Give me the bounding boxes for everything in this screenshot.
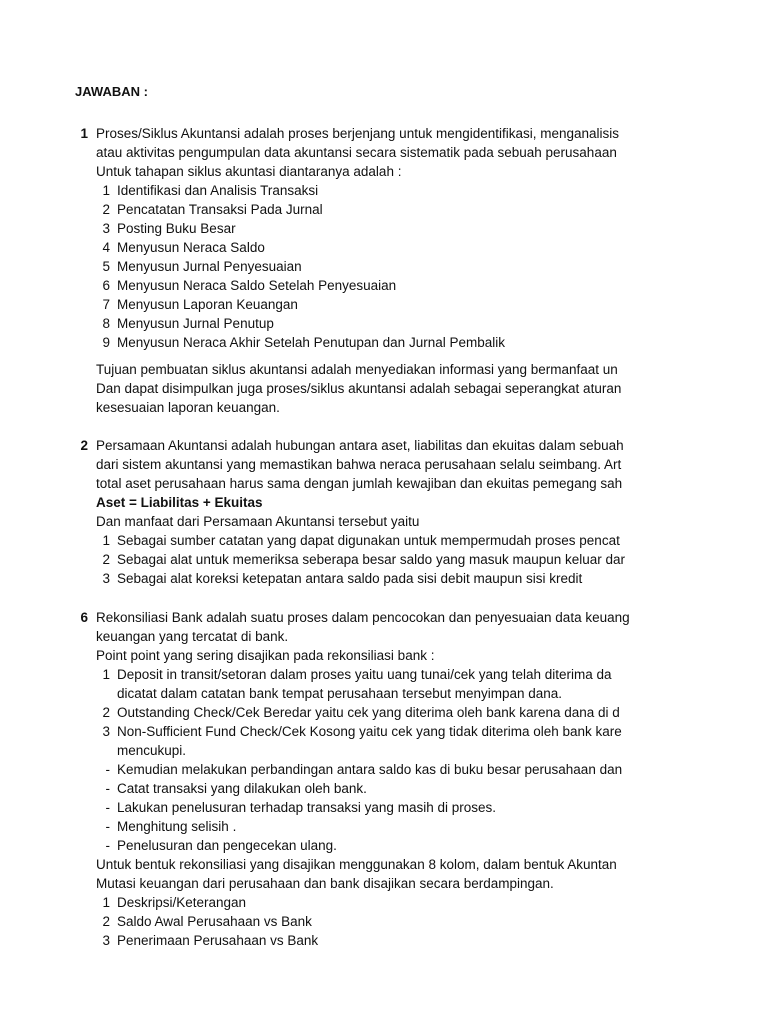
list-item: Kemudian melakukan perbandingan antara saldo kas di buku besar perusahaan dan [117, 762, 623, 777]
list-number: 9 [102, 335, 110, 350]
paragraph-line: Point point yang sering disajikan pada rekonsiliasi bank : [96, 648, 435, 663]
paragraph-line: Mutasi keuangan dari perusahaan dan bank disajikan secara berdampingan. [96, 876, 554, 891]
list-item: Sebagai alat koreksi ketepatan antara saldo pada sisi debit maupun sisi kredit [117, 571, 583, 586]
list-number: 2 [102, 552, 110, 567]
paragraph-line: dari sistem akuntansi yang memastikan bahwa neraca perusahaan selalu seimbang. Art [96, 457, 622, 472]
paragraph-line: Tujuan pembuatan siklus akuntansi adalah menyediakan informasi yang bermanfaat un [96, 362, 618, 377]
list-item: Penelusuran dan pengecekan ulang. [117, 838, 337, 853]
list-number: 3 [102, 221, 110, 236]
list-number: 2 [102, 914, 110, 929]
list-item: Menyusun Neraca Saldo Setelah Penyesuaian [117, 278, 397, 293]
list-item: Menyusun Neraca Saldo [117, 240, 265, 255]
list-number: 1 [102, 895, 110, 910]
list-bullet: - [105, 762, 110, 777]
list-item: Pencatatan Transaksi Pada Jurnal [117, 202, 323, 217]
list-item: Catat transaksi yang dilakukan oleh bank. [117, 781, 367, 796]
answer-heading: JAWABAN : [75, 84, 148, 99]
list-item: Menyusun Jurnal Penyesuaian [117, 259, 302, 274]
paragraph-line: total aset perusahaan harus sama dengan jumlah kewajiban dan ekuitas pemegang sah [96, 476, 623, 491]
list-number: 3 [102, 571, 110, 586]
list-number: 1 [102, 533, 110, 548]
list-number: 2 [102, 202, 110, 217]
list-number: 3 [102, 933, 110, 948]
list-item: Identifikasi dan Analisis Transaksi [117, 183, 319, 198]
paragraph-line: kesesuaian laporan keuangan. [96, 400, 280, 415]
paragraph-line: Untuk bentuk rekonsiliasi yang disajikan menggunakan 8 kolom, dalam bentuk Akuntan [96, 857, 617, 872]
paragraph-line: Rekonsiliasi Bank adalah suatu proses dalam pencocokan dan penyesuaian data keuang [96, 610, 630, 625]
equation-formula: Aset = Liabilitas + Ekuitas [96, 495, 263, 510]
list-item: Menyusun Jurnal Penutup [117, 316, 274, 331]
list-item: Outstanding Check/Cek Beredar yaitu cek yang diterima oleh bank karena dana di d [117, 705, 620, 720]
list-item: Menghitung selisih . [117, 819, 237, 834]
list-item: Saldo Awal Perusahaan vs Bank [117, 914, 312, 929]
list-number: 5 [102, 259, 110, 274]
list-item: Penerimaan Perusahaan vs Bank [117, 933, 319, 948]
paragraph-line: keuangan yang tercatat di bank. [96, 629, 289, 644]
list-number: 2 [102, 705, 110, 720]
list-item-continuation: mencukupi. [117, 743, 187, 758]
list-item: Posting Buku Besar [117, 221, 236, 236]
paragraph-line: Proses/Siklus Akuntansi adalah proses berjenjang untuk mengidentifikasi, menganalisis [96, 126, 620, 141]
section-number: 2 [80, 438, 88, 453]
paragraph-line: Dan dapat disimpulkan juga proses/siklus akuntansi adalah sebagai seperangkat aturan [96, 381, 622, 396]
list-bullet: - [105, 819, 110, 834]
list-item: Sebagai sumber catatan yang dapat digunakan untuk mempermudah proses pencat [117, 533, 620, 548]
list-number: 8 [102, 316, 110, 331]
list-bullet: - [105, 781, 110, 796]
paragraph-line: Persamaan Akuntansi adalah hubungan antara aset, liabilitas dan ekuitas dalam sebuah [96, 438, 624, 453]
list-bullet: - [105, 838, 110, 853]
list-item: Sebagai alat untuk memeriksa seberapa besar saldo yang masuk maupun keluar dar [117, 552, 626, 567]
list-item-continuation: dicatat dalam catatan bank tempat perusahaan tersebut menyimpan dana. [117, 686, 563, 701]
list-number: 6 [102, 278, 110, 293]
list-number: 4 [102, 240, 110, 255]
list-item: Deskripsi/Keterangan [117, 895, 247, 910]
list-number: 3 [102, 724, 110, 739]
list-number: 1 [102, 667, 110, 682]
list-item: Non-Sufficient Fund Check/Cek Kosong yaitu cek yang tidak diterima oleh bank kare [117, 724, 622, 739]
list-item: Lakukan penelusuran terhadap transaksi yang masih di proses. [117, 800, 496, 815]
section-number: 6 [80, 610, 88, 625]
paragraph-line: Dan manfaat dari Persamaan Akuntansi tersebut yaitu [96, 514, 420, 529]
section-number: 1 [80, 126, 88, 141]
list-item: Deposit in transit/setoran dalam proses yaitu uang tunai/cek yang telah diterima da [117, 667, 612, 682]
list-number: 7 [102, 297, 110, 312]
list-number: 1 [102, 183, 110, 198]
paragraph-line: Untuk tahapan siklus akuntasi diantaranya adalah : [96, 164, 402, 179]
list-item: Menyusun Neraca Akhir Setelah Penutupan dan Jurnal Pembalik [117, 335, 505, 350]
paragraph-line: atau aktivitas pengumpulan data akuntansi secara sistematik pada sebuah perusahaan [96, 145, 617, 160]
list-bullet: - [105, 800, 110, 815]
list-item: Menyusun Laporan Keuangan [117, 297, 298, 312]
